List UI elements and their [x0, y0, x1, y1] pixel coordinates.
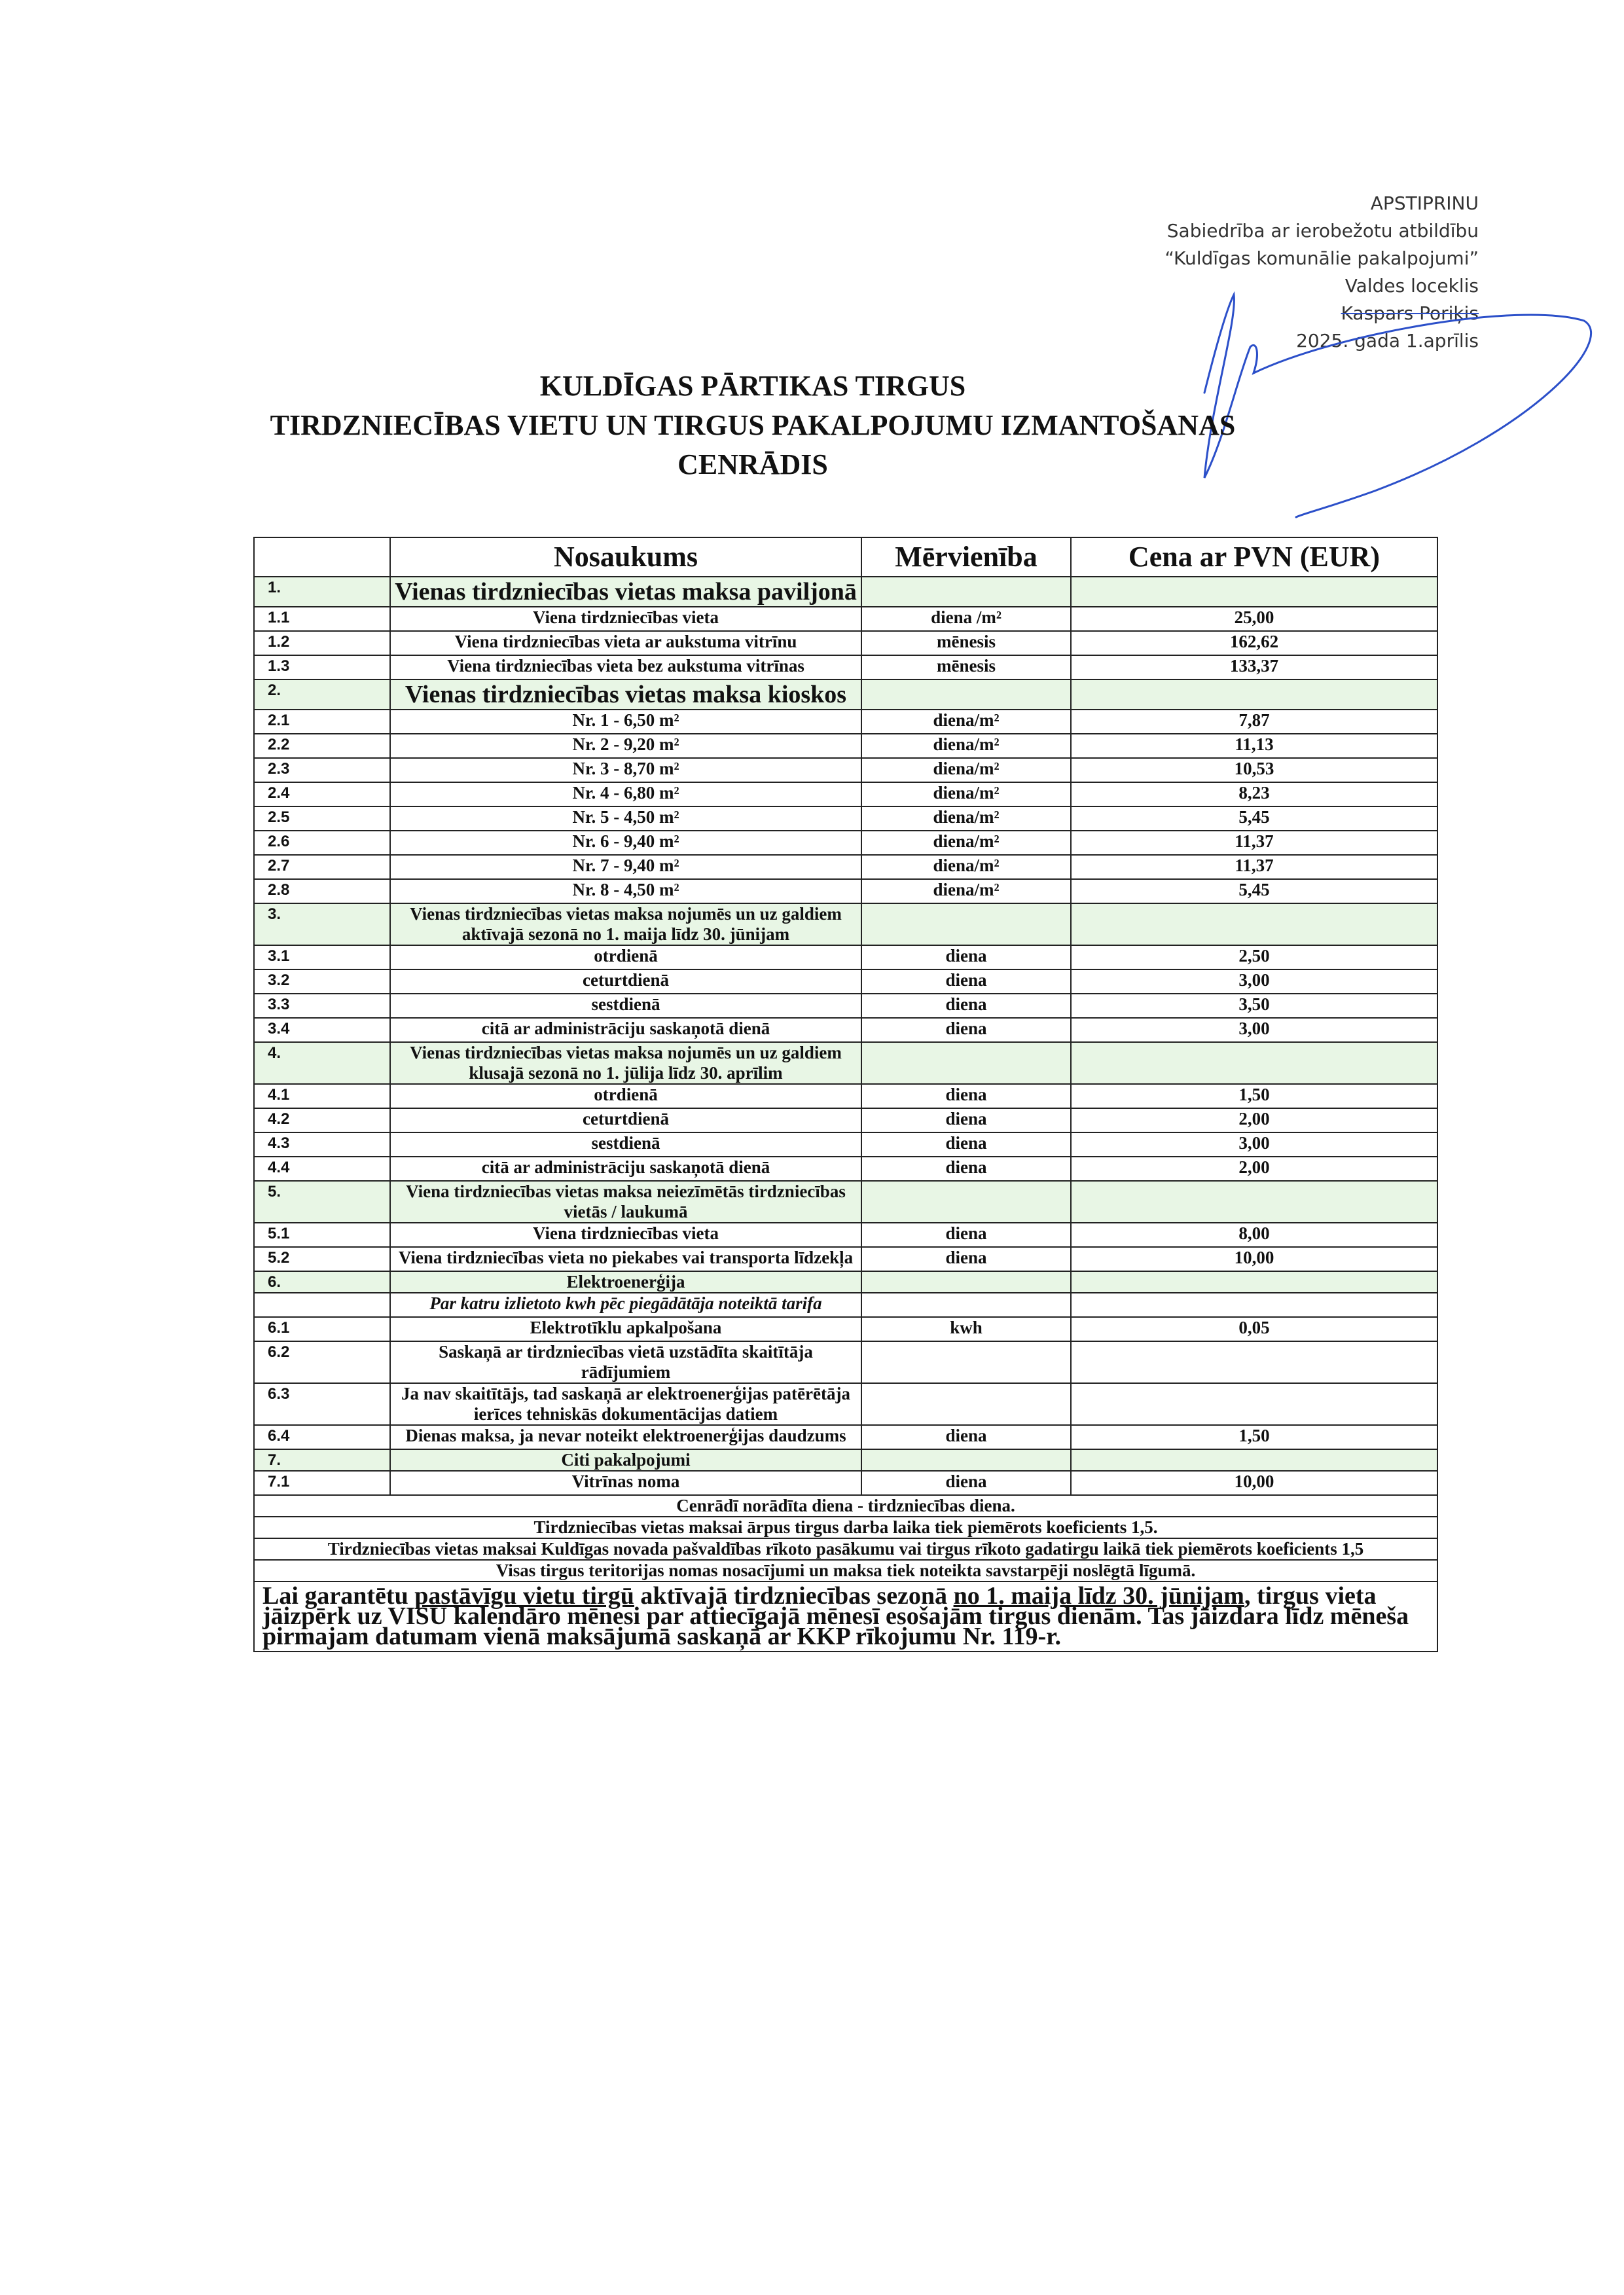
row-number: 3.3 [254, 994, 390, 1018]
row-name: Nr. 1 - 6,50 m² [390, 710, 861, 734]
row-price [1071, 1293, 1437, 1317]
row-name: Vitrīnas noma [390, 1471, 861, 1495]
approval-position: Valdes loceklis [1344, 275, 1479, 297]
header-name: Nosaukums [390, 537, 861, 577]
price-table [253, 537, 1438, 1652]
final-note [254, 1581, 1437, 1652]
row-unit: mēnesis [861, 631, 1071, 655]
table-row [254, 1383, 1437, 1425]
row-name: Viena tirdzniecības vieta [390, 607, 861, 631]
table-row [254, 1132, 1437, 1157]
row-unit: diena [861, 1108, 1071, 1132]
table-row [254, 945, 1437, 969]
row-number: 4.1 [254, 1084, 390, 1108]
section-row [254, 1271, 1437, 1293]
row-name: Vienas tirdzniecības vietas maksa paviljonā [390, 577, 861, 607]
row-price [1071, 1271, 1437, 1293]
row-number: 1.1 [254, 607, 390, 631]
row-name: Vienas tirdzniecības vietas maksa nojumēs un uz galdiem aktīvajā sezonā no 1. maija līdz 30. jūnijam [390, 903, 861, 945]
row-number: 2.7 [254, 855, 390, 879]
row-unit: diena [861, 1157, 1071, 1181]
row-unit [861, 1181, 1071, 1223]
row-name: sestdienā [390, 994, 861, 1018]
row-price: 8,00 [1071, 1223, 1437, 1247]
row-name: Viena tirdzniecības vietas maksa neiezīmētās tirdzniecības vietās / laukumā [390, 1181, 861, 1223]
row-number: 2.1 [254, 710, 390, 734]
row-unit: diena/m² [861, 879, 1071, 903]
section-row [254, 1181, 1437, 1223]
row-price [1071, 1341, 1437, 1383]
table-row [254, 831, 1437, 855]
final-note-emphasis: pastāvīgu vietu tirgū [414, 1582, 634, 1610]
row-number: 7. [254, 1449, 390, 1471]
row-price: 2,00 [1071, 1157, 1437, 1181]
row-price: 5,45 [1071, 806, 1437, 831]
row-name: Dienas maksa, ja nevar noteikt elektroenerģijas daudzums [390, 1425, 861, 1449]
row-unit: diena/m² [861, 831, 1071, 855]
approval-block [1020, 190, 1479, 355]
title-line2: TIRDZNIECĪBAS VIETU UN TIRGUS PAKALPOJUMU IZMANTOŠANAS [270, 409, 1236, 441]
row-price: 10,53 [1071, 758, 1437, 782]
row-name: Saskaņā ar tirdzniecības vietā uzstādīta skaitītāja rādījumiem [390, 1341, 861, 1383]
note-row [254, 1495, 1437, 1517]
row-number: 2.4 [254, 782, 390, 806]
row-unit: diena/m² [861, 806, 1071, 831]
row-unit: diena/m² [861, 734, 1071, 758]
table-row [254, 1084, 1437, 1108]
row-name: Nr. 5 - 4,50 m² [390, 806, 861, 831]
row-unit: diena/m² [861, 758, 1071, 782]
table-row [254, 1341, 1437, 1383]
row-number: 4. [254, 1042, 390, 1084]
final-note-text: , tirgus vieta jāizpērk uz VISU kalendāro mēnesi par attiecīgajā mēnesī esošajām tirgus dienām. Tas jāizdara līdz mēneša pirmajam datumam vienā maksājumā saskaņā ar KKP rīkojumu Nr. 119-r. [262, 1582, 1409, 1650]
row-number: 2. [254, 679, 390, 710]
row-unit [861, 1042, 1071, 1084]
row-unit: diena /m² [861, 607, 1071, 631]
row-name: citā ar administrāciju saskaņotā dienā [390, 1018, 861, 1042]
row-name: Elektrotīklu apkalpošana [390, 1317, 861, 1341]
table-row [254, 806, 1437, 831]
row-price: 11,13 [1071, 734, 1437, 758]
row-unit [861, 577, 1071, 607]
row-price: 25,00 [1071, 607, 1437, 631]
row-unit: diena [861, 994, 1071, 1018]
row-name: sestdienā [390, 1132, 861, 1157]
row-name: Nr. 6 - 9,40 m² [390, 831, 861, 855]
note-text: Visas tirgus teritorijas nomas nosacījumi un maksa tiek noteikta savstarpēji noslēgtā līgumā. [254, 1560, 1437, 1581]
note-text: Cenrādī norādīta diena - tirdzniecības diena. [254, 1495, 1437, 1517]
row-unit: diena [861, 1247, 1071, 1271]
table-header-row [254, 537, 1437, 577]
approval-name: Kaspars Poriķis [1341, 302, 1479, 324]
row-unit: diena [861, 1471, 1071, 1495]
row-number: 6.2 [254, 1341, 390, 1383]
row-price: 11,37 [1071, 855, 1437, 879]
approval-date: 2025. gada 1.aprīlis [1296, 330, 1479, 352]
row-name: otrdienā [390, 1084, 861, 1108]
row-price: 8,23 [1071, 782, 1437, 806]
row-name: Viena tirdzniecības vieta bez aukstuma vitrīnas [390, 655, 861, 679]
row-number: 2.3 [254, 758, 390, 782]
table-row [254, 734, 1437, 758]
table-row [254, 969, 1437, 994]
table-row [254, 1471, 1437, 1495]
final-note-text: aktīvajā tirdzniecības sezonā [634, 1582, 954, 1610]
row-unit [861, 1271, 1071, 1293]
row-price: 1,50 [1071, 1425, 1437, 1449]
section-row [254, 903, 1437, 945]
note-text: Tirdzniecības vietas maksai ārpus tirgus darba laika tiek piemērots koeficients 1,5. [254, 1517, 1437, 1538]
row-number: 3.1 [254, 945, 390, 969]
row-price: 5,45 [1071, 879, 1437, 903]
row-name: citā ar administrāciju saskaņotā dienā [390, 1157, 861, 1181]
row-number: 4.3 [254, 1132, 390, 1157]
document-title [196, 367, 1309, 484]
row-name: Vienas tirdzniecības vietas maksa nojumēs un uz galdiem klusajā sezonā no 1. jūlija līdz 30. aprīlim [390, 1042, 861, 1084]
row-price: 10,00 [1071, 1247, 1437, 1271]
table-row [254, 1223, 1437, 1247]
row-name: Viena tirdzniecības vieta ar aukstuma vitrīnu [390, 631, 861, 655]
row-price: 10,00 [1071, 1471, 1437, 1495]
row-unit: diena/m² [861, 710, 1071, 734]
row-name: Nr. 3 - 8,70 m² [390, 758, 861, 782]
final-note-row [254, 1581, 1437, 1652]
table-row [254, 1317, 1437, 1341]
title-line3: CENRĀDIS [677, 448, 828, 480]
row-unit: diena [861, 1223, 1071, 1247]
table-row [254, 1425, 1437, 1449]
row-name: Nr. 8 - 4,50 m² [390, 879, 861, 903]
row-number: 2.2 [254, 734, 390, 758]
row-unit: diena/m² [861, 782, 1071, 806]
table-row [254, 782, 1437, 806]
row-number: 4.2 [254, 1108, 390, 1132]
row-name: Vienas tirdzniecības vietas maksa kioskos [390, 679, 861, 710]
row-number: 1. [254, 577, 390, 607]
section-row [254, 679, 1437, 710]
row-name: Nr. 2 - 9,20 m² [390, 734, 861, 758]
row-number: 7.1 [254, 1471, 390, 1495]
section-row [254, 1449, 1437, 1471]
row-unit [861, 1341, 1071, 1383]
approval-org-line1: Sabiedrība ar ierobežotu atbildību [1166, 220, 1479, 242]
table-row [254, 994, 1437, 1018]
table-row [254, 879, 1437, 903]
approval-heading: APSTIPRINU [1370, 192, 1479, 214]
section-row [254, 577, 1437, 607]
row-number: 6.4 [254, 1425, 390, 1449]
row-price: 2,50 [1071, 945, 1437, 969]
header-unit: Mērvienība [861, 537, 1071, 577]
row-unit: diena [861, 1132, 1071, 1157]
table-row [254, 1247, 1437, 1271]
row-name: otrdienā [390, 945, 861, 969]
row-number: 5. [254, 1181, 390, 1223]
row-price [1071, 903, 1437, 945]
row-number: 3.4 [254, 1018, 390, 1042]
row-name: Viena tirdzniecības vieta [390, 1223, 861, 1247]
header-price: Cena ar PVN (EUR) [1071, 537, 1437, 577]
row-name: Par katru izlietoto kwh pēc piegādātāja noteiktā tarifa [390, 1293, 861, 1317]
price-table-body [254, 537, 1437, 1652]
table-row [254, 1018, 1437, 1042]
row-price: 3,00 [1071, 1132, 1437, 1157]
row-unit [861, 1383, 1071, 1425]
table-row [254, 607, 1437, 631]
row-number: 2.5 [254, 806, 390, 831]
row-number: 2.6 [254, 831, 390, 855]
row-unit: diena [861, 1018, 1071, 1042]
row-unit: diena/m² [861, 855, 1071, 879]
table-row [254, 1293, 1437, 1317]
row-unit [861, 1449, 1071, 1471]
row-number [254, 1293, 390, 1317]
row-number: 4.4 [254, 1157, 390, 1181]
row-unit: mēnesis [861, 655, 1071, 679]
note-row [254, 1517, 1437, 1538]
note-row [254, 1538, 1437, 1560]
row-price: 133,37 [1071, 655, 1437, 679]
row-number: 1.3 [254, 655, 390, 679]
row-name: Nr. 4 - 6,80 m² [390, 782, 861, 806]
row-number: 2.8 [254, 879, 390, 903]
row-price: 11,37 [1071, 831, 1437, 855]
row-unit [861, 679, 1071, 710]
row-number: 1.2 [254, 631, 390, 655]
row-price: 3,00 [1071, 1018, 1437, 1042]
section-row [254, 1042, 1437, 1084]
row-number: 3.2 [254, 969, 390, 994]
row-number: 5.1 [254, 1223, 390, 1247]
header-num [254, 537, 390, 577]
row-number: 6. [254, 1271, 390, 1293]
row-unit: diena [861, 945, 1071, 969]
row-number: 3. [254, 903, 390, 945]
row-unit: diena [861, 1425, 1071, 1449]
row-price: 1,50 [1071, 1084, 1437, 1108]
table-row [254, 758, 1437, 782]
row-unit: diena [861, 969, 1071, 994]
row-number: 6.3 [254, 1383, 390, 1425]
final-note-text: Lai garantētu [262, 1582, 415, 1610]
row-name: Ja nav skaitītājs, tad saskaņā ar elektroenerģijas patērētāja ierīces tehniskās dokumentācijas datiem [390, 1383, 861, 1425]
row-unit [861, 903, 1071, 945]
table-row [254, 655, 1437, 679]
row-price: 0,05 [1071, 1317, 1437, 1341]
table-row [254, 631, 1437, 655]
note-text: Tirdzniecības vietas maksai Kuldīgas novada pašvaldības rīkoto pasākumu vai tirgus rīkoto gadatirgu laikā tiek piemērots koeficients 1,5 [254, 1538, 1437, 1560]
row-price: 7,87 [1071, 710, 1437, 734]
row-name: Nr. 7 - 9,40 m² [390, 855, 861, 879]
title-line1: KULDĪGAS PĀRTIKAS TIRGUS [539, 370, 966, 402]
row-price: 3,00 [1071, 969, 1437, 994]
row-name: ceturtdienā [390, 1108, 861, 1132]
row-unit [861, 1293, 1071, 1317]
row-price [1071, 679, 1437, 710]
row-number: 6.1 [254, 1317, 390, 1341]
final-note-emphasis: no 1. maija līdz 30. jūnijam [953, 1582, 1244, 1610]
row-price: 3,50 [1071, 994, 1437, 1018]
row-name: Elektroenerģija [390, 1271, 861, 1293]
table-row [254, 1108, 1437, 1132]
row-unit: diena [861, 1084, 1071, 1108]
row-unit: kwh [861, 1317, 1071, 1341]
row-name: ceturtdienā [390, 969, 861, 994]
row-price: 162,62 [1071, 631, 1437, 655]
row-number: 5.2 [254, 1247, 390, 1271]
row-price [1071, 1449, 1437, 1471]
approval-org-line2: “Kuldīgas komunālie pakalpojumi” [1164, 247, 1479, 269]
row-name: Citi pakalpojumi [390, 1449, 861, 1471]
row-price [1071, 1383, 1437, 1425]
row-name: Viena tirdzniecības vieta no piekabes vai transporta līdzekļa [390, 1247, 861, 1271]
note-row [254, 1560, 1437, 1581]
row-price: 2,00 [1071, 1108, 1437, 1132]
row-price [1071, 577, 1437, 607]
table-row [254, 855, 1437, 879]
table-row [254, 710, 1437, 734]
row-price [1071, 1181, 1437, 1223]
row-price [1071, 1042, 1437, 1084]
table-row [254, 1157, 1437, 1181]
